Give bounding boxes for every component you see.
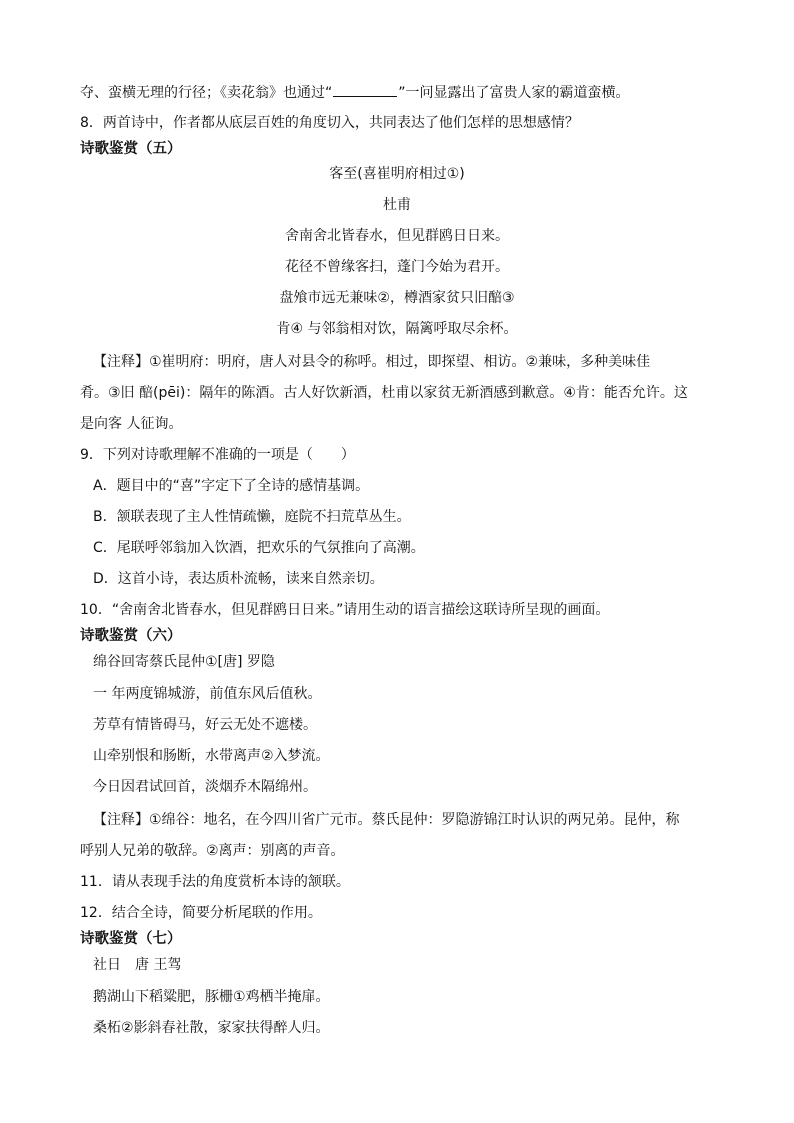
section-heading-7: 诗歌鉴赏（七） <box>80 931 182 947</box>
annotation-line: 【注释】①崔明府：明府，唐人对县令的称呼。相过，即探望、相访。②兼味，多种美味佳 <box>93 354 651 370</box>
option-d: D．这首小诗，表达质朴流畅，读来自然亲切。 <box>93 571 384 587</box>
continuation-text-before: 夺、蛮横无理的行径；《卖花翁》也通过“ <box>80 85 333 101</box>
poem-title-line: 社日 唐 王驾 <box>93 957 182 973</box>
option-b: B．颔联表现了主人性情疏懒，庭院不扫荒草丛生。 <box>93 509 411 525</box>
option-a: A．题目中的“喜”字定下了全诗的感情基调。 <box>93 478 370 494</box>
section-heading-6: 诗歌鉴赏（六） <box>80 628 182 644</box>
poem-line: 桑柘②影斜春社散，家家扶得醉人归。 <box>93 1020 330 1036</box>
poem-line: 肯④ 与邻翁相对饮，隔篱呼取尽余杯。 <box>276 321 518 337</box>
question-8: 8．两首诗中，作者都从底层百姓的角度切入，共同表达了他们怎样的思想感情？ <box>80 115 579 131</box>
question-12: 12．结合全诗，简要分析尾联的作用。 <box>80 905 322 921</box>
annotation-line: 【注释】①绵谷：地名，在今四川省广元市。蔡氏昆仲：罗隐游锦江时认识的两兄弟。昆仲，称 <box>93 812 680 828</box>
poem-line: 盘飧市远无兼味②，樽酒家贫只旧醅③ <box>279 290 515 306</box>
question-10: 10．“舍南舍北皆春水，但见群鸥日日来。”请用生动的语言描绘这联诗所呈现的画面。 <box>80 602 610 618</box>
annotation-line: 呼别人兄弟的敬辞。②离声：别离的声音。 <box>80 843 345 859</box>
continuation-text-after: ”一问显露出了富贵人家的霸道蛮横。 <box>398 85 630 101</box>
question-9: 9．下列对诗歌理解不准确的一项是（ ） <box>80 447 355 463</box>
annotation-line: 肴。③旧 醅(pēi)：隔年的陈酒。古人好饮新酒，杜甫以家贫无新酒感到歉意。④肯：能否允许。这 <box>80 385 688 401</box>
poem-line: 今日因君试回首，淡烟乔木隔绵州。 <box>93 779 317 795</box>
annotation-line: 是向客 人征询。 <box>80 416 183 432</box>
poem-line: 芳草有情皆碍马，好云无处不遮楼。 <box>93 717 317 733</box>
poem-line: 鹅湖山下稻粱肥，豚栅①鸡栖半掩扉。 <box>93 989 330 1005</box>
poem-author: 杜甫 <box>383 197 411 213</box>
poem-line: 花径不曾缘客扫，蓬门今始为君开。 <box>285 259 509 275</box>
option-c: C．尾联呼邻翁加入饮酒，把欢乐的气氛推向了高潮。 <box>93 540 425 556</box>
fill-in-blank <box>333 82 397 97</box>
poem-line: 舍南舍北皆春水，但见群鸥日日来。 <box>285 228 509 244</box>
poem-title-line: 绵谷回寄蔡氏昆仲①[唐] 罗隐 <box>93 654 275 670</box>
poem-line: 一 年两度锦城游，前值东风后值秋。 <box>93 686 322 702</box>
continuation-line <box>80 82 630 103</box>
question-11: 11．请从表现手法的角度赏析本诗的颔联。 <box>80 874 350 890</box>
section-heading-5: 诗歌鉴赏（五） <box>80 141 182 157</box>
poem-title: 客至(喜崔明府相过①) <box>329 166 465 182</box>
poem-line: 山牵别恨和肠断，水带离声②入梦流。 <box>93 748 330 764</box>
